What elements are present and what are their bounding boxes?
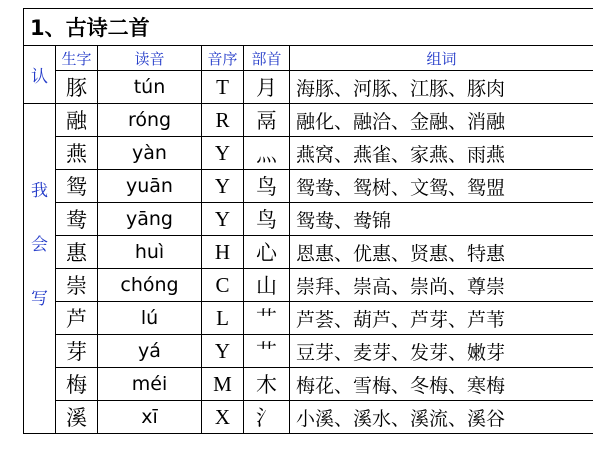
cell-pinyin: róng bbox=[98, 104, 202, 137]
cell-words: 豆芽、麦芽、发芽、嫩芽 bbox=[290, 335, 594, 368]
vocabulary-table-sheet bbox=[23, 8, 593, 450]
table-row bbox=[24, 401, 594, 434]
cell-pinyin: chóng bbox=[98, 269, 202, 302]
cell-radical: 鬲 bbox=[244, 104, 290, 137]
cell-order: H bbox=[202, 236, 244, 269]
cell-pinyin: yuān bbox=[98, 170, 202, 203]
cell-char: 溪 bbox=[56, 401, 98, 434]
cell-radical: 木 bbox=[244, 368, 290, 401]
cell-order: M bbox=[202, 368, 244, 401]
cell-order: L bbox=[202, 302, 244, 335]
cell-order: R bbox=[202, 104, 244, 137]
table-title: 1、古诗二首 bbox=[24, 9, 594, 46]
cell-pinyin: yàn bbox=[98, 137, 202, 170]
cell-pinyin: méi bbox=[98, 368, 202, 401]
section-label-write bbox=[24, 104, 56, 434]
table-row bbox=[24, 137, 594, 170]
cell-char: 崇 bbox=[56, 269, 98, 302]
cell-radical: 灬 bbox=[244, 137, 290, 170]
header-char: 生字 bbox=[56, 46, 98, 71]
cell-radical: 氵 bbox=[244, 401, 290, 434]
cell-order: T bbox=[202, 71, 244, 104]
cell-char: 芦 bbox=[56, 302, 98, 335]
section-label-write-char: 会 bbox=[31, 235, 48, 255]
header-pinyin: 读音 bbox=[98, 46, 202, 71]
header-radical: 部首 bbox=[244, 46, 290, 71]
cell-words: 小溪、溪水、溪流、溪谷 bbox=[290, 401, 594, 434]
table-row bbox=[24, 236, 594, 269]
cell-radical: 心 bbox=[244, 236, 290, 269]
section-label-write-char: 我 bbox=[31, 181, 48, 201]
table-row bbox=[24, 335, 594, 368]
header-words: 组词 bbox=[290, 46, 594, 71]
table-row bbox=[24, 203, 594, 236]
cell-char: 惠 bbox=[56, 236, 98, 269]
cell-char: 燕 bbox=[56, 137, 98, 170]
cell-words: 鸳鸯、鸳树、文鸳、鸳盟 bbox=[290, 170, 594, 203]
vocabulary-table bbox=[23, 8, 593, 434]
cell-radical: 艹 bbox=[244, 302, 290, 335]
table-row bbox=[24, 269, 594, 302]
cell-words: 鸳鸯、鸯锦 bbox=[290, 203, 594, 236]
cell-order: Y bbox=[202, 335, 244, 368]
cell-char: 芽 bbox=[56, 335, 98, 368]
cell-radical: 鸟 bbox=[244, 203, 290, 236]
cell-words: 崇拜、崇高、崇尚、尊崇 bbox=[290, 269, 594, 302]
cell-radical: 月 bbox=[244, 71, 290, 104]
cell-pinyin: tún bbox=[98, 71, 202, 104]
cell-radical: 艹 bbox=[244, 335, 290, 368]
cell-char: 梅 bbox=[56, 368, 98, 401]
cell-words: 海豚、河豚、江豚、豚肉 bbox=[290, 71, 594, 104]
cell-words: 梅花、雪梅、冬梅、寒梅 bbox=[290, 368, 594, 401]
cell-char: 鸳 bbox=[56, 170, 98, 203]
cell-words: 燕窝、燕雀、家燕、雨燕 bbox=[290, 137, 594, 170]
cell-radical: 山 bbox=[244, 269, 290, 302]
cell-pinyin: lú bbox=[98, 302, 202, 335]
cell-char: 融 bbox=[56, 104, 98, 137]
table-row bbox=[24, 170, 594, 203]
table-row bbox=[24, 104, 594, 137]
cell-order: X bbox=[202, 401, 244, 434]
table-row bbox=[24, 71, 594, 104]
cell-pinyin: yāng bbox=[98, 203, 202, 236]
cell-pinyin: xī bbox=[98, 401, 202, 434]
table-row bbox=[24, 302, 594, 335]
section-label-recognize: 认 bbox=[24, 46, 56, 104]
header-order: 音序 bbox=[202, 46, 244, 71]
cell-order: C bbox=[202, 269, 244, 302]
cell-char: 鸯 bbox=[56, 203, 98, 236]
cell-char: 豚 bbox=[56, 71, 98, 104]
cell-order: Y bbox=[202, 203, 244, 236]
cell-radical: 鸟 bbox=[244, 170, 290, 203]
cell-order: Y bbox=[202, 137, 244, 170]
cell-words: 芦荟、葫芦、芦芽、芦苇 bbox=[290, 302, 594, 335]
cell-pinyin: huì bbox=[98, 236, 202, 269]
cell-words: 融化、融洽、金融、消融 bbox=[290, 104, 594, 137]
header-row bbox=[24, 46, 594, 71]
cell-words: 恩惠、优惠、贤惠、特惠 bbox=[290, 236, 594, 269]
title-row bbox=[24, 9, 594, 46]
section-label-write-char: 写 bbox=[31, 289, 48, 309]
cell-pinyin: yá bbox=[98, 335, 202, 368]
table-row bbox=[24, 368, 594, 401]
cell-order: Y bbox=[202, 170, 244, 203]
